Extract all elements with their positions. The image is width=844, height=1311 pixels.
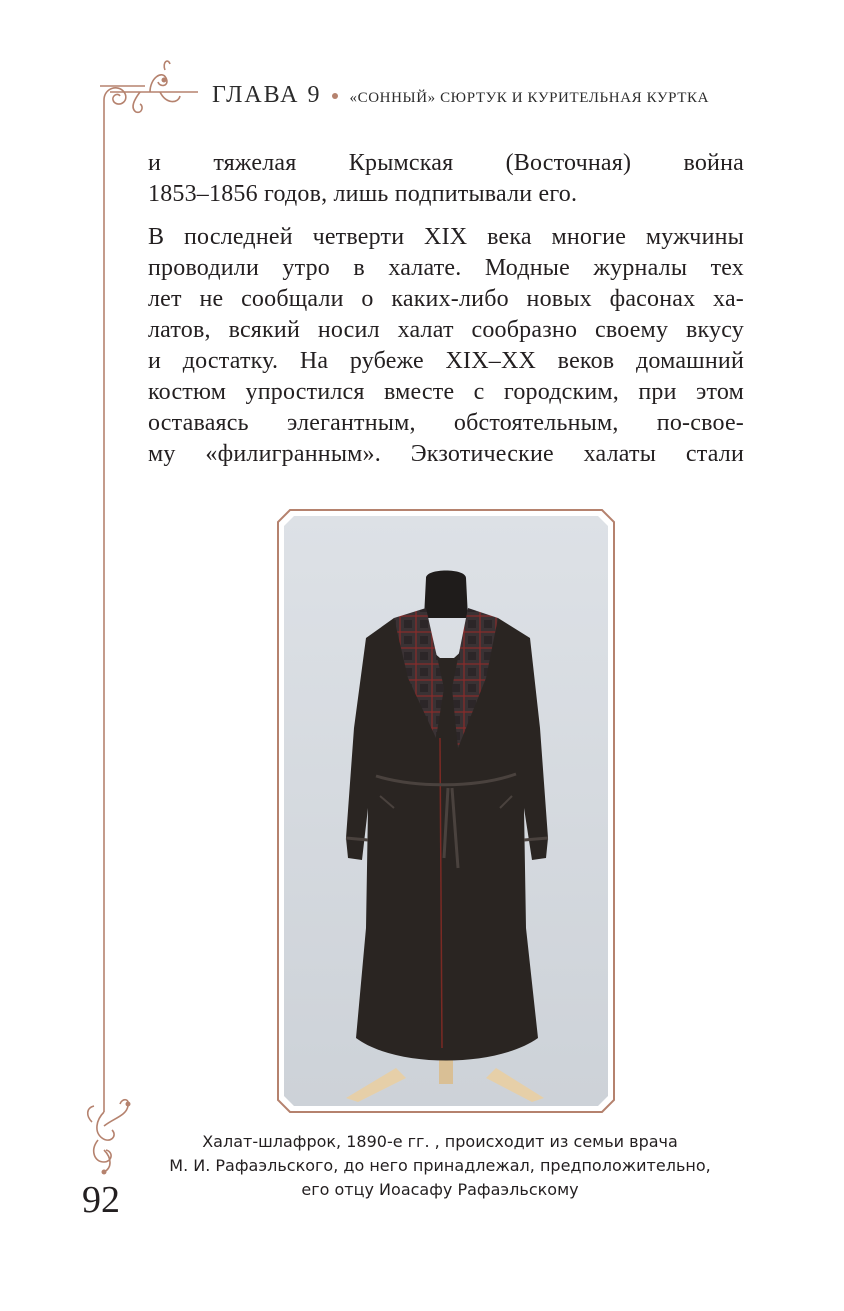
chapter-title: «СОННЫЙ» СЮРТУК И КУРИТЕЛЬНАЯ КУРТКА (349, 90, 710, 106)
text-line: проводили утро в халате. Модные журналы тех (148, 255, 744, 281)
page-number: 92 (82, 1179, 120, 1221)
text-line: В последней четверти XIX века многие мужчины (148, 224, 744, 250)
body-text (148, 148, 744, 482)
text-line: лет не сообщали о каких-либо новых фасонах ха- (148, 286, 744, 312)
photo-frame (276, 508, 616, 1114)
text-line: латов, всякий носил халат сообразно своему вкусу (148, 317, 744, 343)
paragraph-1 (148, 148, 744, 210)
paragraph-2 (148, 222, 744, 470)
running-header (212, 82, 772, 109)
text-line: и тяжелая Крымская (Восточная) война (148, 150, 744, 176)
header-separator-dot (332, 93, 338, 99)
text-line: и достатку. На рубеже XIX–XX веков домашний (148, 348, 744, 374)
caption-line: его отцу Иоасафу Рафаэльскому (301, 1180, 579, 1199)
text-line: му «филигранным». Экзотические халаты стали (148, 441, 744, 467)
robe-photo (276, 508, 616, 1114)
text-line: 1853–1856 годов, лишь подпитывали его. (148, 181, 578, 207)
caption-line: Халат-шлафрок, 1890-е гг. , происходит из семьи врача (202, 1132, 678, 1151)
text-line: костюм упростился вместе с городским, при этом (148, 379, 744, 405)
photo-caption (130, 1130, 750, 1202)
chapter-label: ГЛАВА 9 (212, 82, 322, 108)
caption-line: М. И. Рафаэльского, до него принадлежал, предположительно, (169, 1156, 711, 1175)
text-line: оставаясь элегантным, обстоятельным, по-свое- (148, 410, 744, 436)
